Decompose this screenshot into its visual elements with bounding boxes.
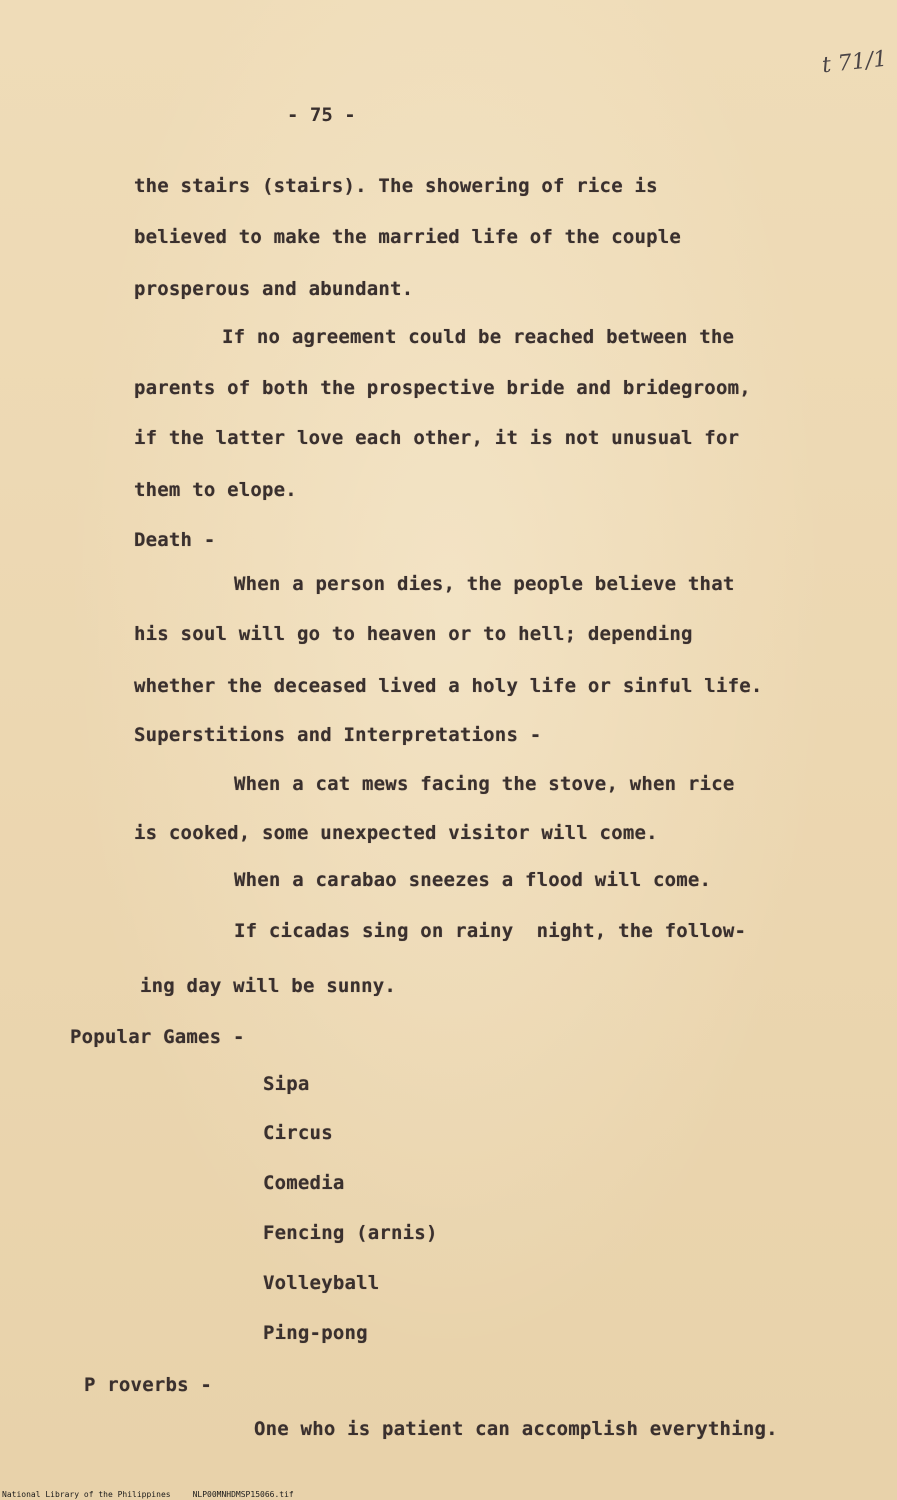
section-heading-games: Popular Games - xyxy=(70,1026,245,1048)
text-line: When a person dies, the people believe that xyxy=(234,573,735,595)
page-number: - 75 - xyxy=(287,104,356,126)
text-line: parents of both the prospective bride and bridegroom, xyxy=(134,377,751,399)
list-item: Circus xyxy=(263,1122,333,1144)
section-heading-death: Death - xyxy=(134,529,216,551)
text-line: When a carabao sneezes a flood will come. xyxy=(234,869,712,891)
text-line: is cooked, some unexpected visitor will come. xyxy=(134,822,658,844)
text-line: prosperous and abundant. xyxy=(134,278,414,300)
footer-source: National Library of the Philippines xyxy=(2,1490,171,1499)
text-line: the stairs (stairs). The showering of rice is xyxy=(134,175,658,197)
scan-footer xyxy=(2,1490,316,1499)
list-item: Comedia xyxy=(263,1172,345,1194)
text-line: believed to make the married life of the couple xyxy=(134,226,682,248)
text-line: whether the deceased lived a holy life or sinful life. xyxy=(134,675,763,697)
text-line: his soul will go to heaven or to hell; depending xyxy=(134,623,693,645)
text-line: If no agreement could be reached between the xyxy=(222,326,735,348)
text-line: ing day will be sunny. xyxy=(140,975,397,997)
list-item: Ping-pong xyxy=(263,1322,368,1344)
section-heading-proverbs: P roverbs - xyxy=(84,1374,213,1396)
list-item: Fencing (arnis) xyxy=(263,1222,438,1244)
list-item: Sipa xyxy=(263,1073,310,1095)
text-line: When a cat mews facing the stove, when rice xyxy=(234,773,735,795)
footer-filename: NLP00MNHDMSP15066.tif xyxy=(192,1490,294,1499)
margin-annotation: t 71/1 xyxy=(820,46,889,79)
text-line: them to elope. xyxy=(134,479,297,501)
list-item: Volleyball xyxy=(263,1272,380,1294)
text-line: One who is patient can accomplish everything. xyxy=(254,1418,778,1440)
text-line: If cicadas sing on rainy night, the follow- xyxy=(234,920,747,942)
section-heading-superstitions: Superstitions and Interpretations - xyxy=(134,724,542,746)
text-line: if the latter love each other, it is not unusual for xyxy=(134,427,740,449)
